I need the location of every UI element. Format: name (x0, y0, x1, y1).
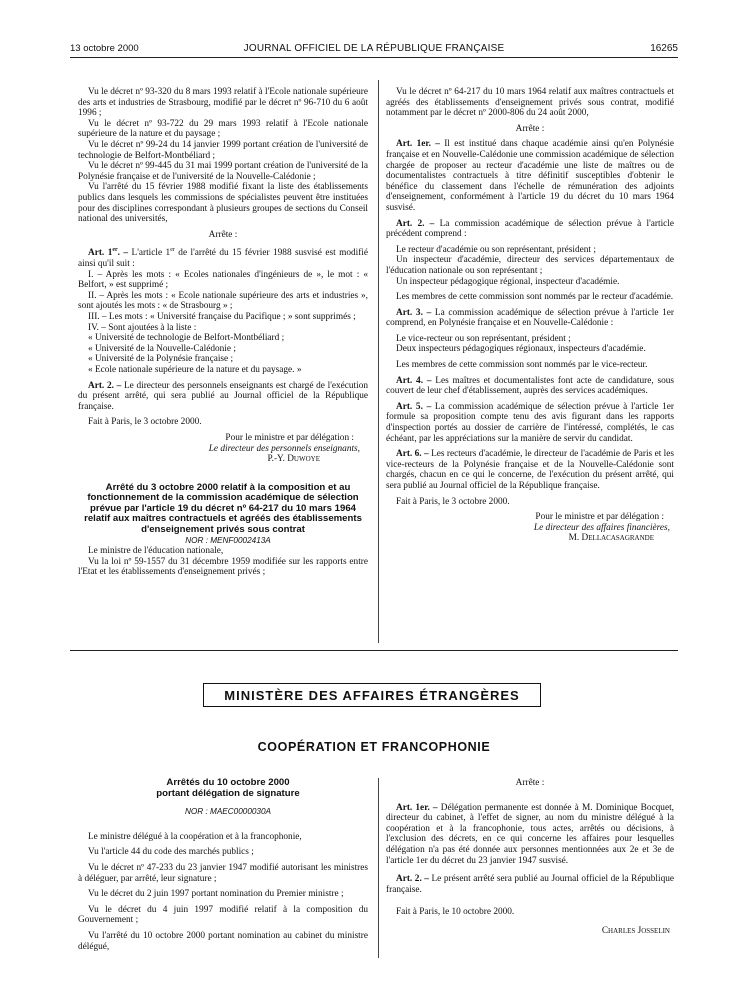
signature-role (386, 523, 674, 534)
lower-right-column (386, 778, 674, 937)
paragraph: III. – Les mots : « Université française du Pacifique ; » sont supprimés ; (88, 311, 356, 322)
paragraph: I. – Après les mots : « Ecoles nationales d'ingénieurs de », le mot : « Belfort, » est supprimé ; (78, 269, 368, 291)
article-label: Art. 1er. – (396, 802, 438, 813)
list-item: « Ecole nationale supérieure de la nature et du paysage. » (88, 364, 302, 375)
arrete-title: Arrêté du 3 octobre 2000 relatif à la composition et au fonctionnement de la commission académique de sélection prévue par l'article 19 du décret nº 64-217 du 10 mars 1964 relatif aux maîtres contractuels et agréés des établissements d'enseignement privés sous contrat (84, 481, 362, 536)
article-paragraph: Art. 2. – La commission académique de sélection prévue à l'article précédent comprend : (386, 218, 675, 240)
signature-name (386, 533, 674, 544)
signature-place-date: Fait à Paris, le 3 octobre 2000. (88, 417, 202, 428)
paragraph: Le recteur d'académie ou son représentant, président ; (396, 244, 596, 255)
arrete-title-line2: portant délégation de signature (156, 787, 300, 799)
signature-delegation: Pour le ministre et par délégation : (535, 512, 664, 523)
article-paragraph: Art. 5. – La commission académique de sélection prévue à l'article 1er formule sa proposition compte tenu des avis figurant dans les rapports d'inspection portés au dossier de carrière de l'intéressé, complétés, le cas échéant, par les appréciations sur la manière de servir du candidat. (386, 401, 674, 444)
article-paragraph: Art. 1er. – Il est institué dans chaque académie ainsi qu'en Polynésie française et en Nouvelle-Calédonie une commission académique de sélection chargée de proposer au recteur d'académie une liste de maîtres ou de documentalistes contractuels à titre définitif susceptibles d'obtenir le bénéfice du classement dans l'échelle de rémunération des adjoints d'enseignement, conformément à l'article 19 du décret du 10 mars 1964 susvisé. (386, 139, 674, 213)
section-title: COOPÉRATION ET FRANCOPHONIE (257, 740, 491, 754)
nor-reference (78, 536, 368, 547)
paragraph: Vu le décret nº 99-445 du 31 mai 1999 portant création de l'université de la Polynésie française et de l'université de la Nouvelle-Calédonie ; (78, 161, 368, 182)
paragraph: Les membres de cette commission sont nommés par le recteur d'académie. (396, 292, 674, 303)
header-page-number: 16265 (650, 43, 678, 54)
article-label: Art. 4. – (396, 375, 432, 386)
paragraph: II. – Après les mots : « Ecole nationale supérieure des arts et industries », sont ajoutés les mots : « de Strasbourg » ; (78, 290, 368, 312)
paragraph: Un inspecteur d'académie, directeur des services départementaux de l'éducation nationale ou son représentant ; (386, 255, 674, 276)
paragraph: Vu le décret nº 99-24 du 14 janvier 1999 portant création de l'université de technologie de Belfort-Montbéliard ; (78, 139, 368, 161)
signature-place-date: Fait à Paris, le 10 octobre 2000. (396, 907, 515, 918)
article-paragraph: Art. 3. – La commission académique de sélection prévue à l'article 1er comprend, en Polynésie française et en Nouvelle-Calédonie : (386, 307, 674, 329)
section-rule (70, 650, 678, 651)
article-paragraph: Art. 2. – Le présent arrêté sera publié au Journal officiel de la République française. (386, 874, 674, 895)
article-text: L'article 1er de l'arrêté du 15 février 1988 susvisé est modifié ainsi qu'il suit : (78, 247, 369, 269)
paragraph: Vu la loi nº 59-1557 du 31 décembre 1959 modifiée sur les rapports entre l'Etat et les établissements d'enseignement privés ; (78, 556, 368, 578)
signature-name-text: P.-Y. Duwoye (267, 454, 320, 465)
nor-text: NOR : MAEC0000030A (184, 807, 271, 817)
signature-role-text: Le directeur des affaires financières, (533, 522, 670, 533)
header-rule (70, 57, 678, 58)
paragraph: IV. – Sont ajoutées à la liste : (88, 322, 197, 333)
column-divider (378, 778, 379, 958)
paragraph: Le ministre délégué à la coopération et à la francophonie, (88, 831, 302, 842)
paragraph: Le ministre de l'éducation nationale, (88, 546, 224, 557)
article-label: Art. 2. – (396, 874, 429, 885)
signature-name-text: Charles Josselin (601, 925, 670, 936)
paragraph: Vu le décret nº 47-233 du 23 janvier 1947 modifié autorisant les ministres à déléguer, par arrêté, leur signature ; (78, 862, 368, 884)
arrete-heading: Arrête : (208, 229, 238, 240)
article-label: Art. 5. – (396, 401, 432, 412)
upper-right-column (386, 87, 674, 544)
signature-role-text: Le directeur des personnels enseignants, (208, 443, 360, 454)
page-header (70, 43, 678, 57)
article-paragraph: Art. 4. – Les maîtres et documentalistes font acte de candidature, sous couvert de leur chef d'établissement, auprès des services académiques. (386, 375, 674, 397)
upper-left-column (78, 87, 368, 578)
article-label: Art. 6. – (396, 449, 429, 460)
arrete-heading: Arrête : (515, 778, 545, 788)
nor-reference (78, 807, 368, 818)
header-date: 13 octobre 2000 (70, 43, 139, 54)
paragraph: Un inspecteur pédagogique régional, inspecteur d'académie. (396, 276, 620, 287)
signature-name (78, 454, 368, 465)
signature-name-text: M. Dellacasagrande (568, 533, 654, 544)
column-divider (378, 80, 379, 643)
ministry-title: MINISTÈRE DES AFFAIRES ÉTRANGÈRES (224, 687, 520, 703)
signature-place-date: Fait à Paris, le 3 octobre 2000. (396, 496, 510, 507)
article-label: Art. 2. – (88, 380, 122, 391)
paragraph: Vu le décret du 2 juin 1997 portant nomination du Premier ministre ; (88, 889, 344, 900)
article-label: Art. 1er. – (396, 139, 440, 150)
paragraph: Vu le décret nº 93-722 du 29 mars 1993 relatif à l'Ecole nationale supérieure de la nature et du paysage ; (78, 118, 368, 140)
paragraph: Vu le décret nº 93-320 du 8 mars 1993 relatif à l'Ecole nationale supérieure des arts et industries de Strasbourg, modifié par le décret nº 96-710 du 6 août 1996 ; (78, 87, 368, 119)
article-label: Art. 3. – (396, 307, 432, 318)
paragraph: Vu l'article 44 du code des marchés publics ; (88, 847, 254, 858)
article-paragraph: Art. 2. – Le directeur des personnels enseignants est chargé de l'exécution du présent arrêté, qui sera publié au Journal officiel de la République française. (78, 380, 369, 412)
article-paragraph (78, 245, 368, 269)
paragraph: Vu le décret du 4 juin 1997 modifié relatif à la composition du Gouvernement ; (78, 904, 368, 926)
article-paragraph: Art. 1er. – Délégation permanente est donnée à M. Dominique Bocquet, directeur du cabinet, à l'effet de signer, au nom du ministre délégué à la coopération et à la francophonie, tous actes, arrêtés ou décisions, à l'exclusion des décrets, en ce qui concerne les affaires pour lesquelles délégation n'a pas été donnée aux personnes mentionnées aux 2e et 3e de l'article 1er du décret du 23 janvier 1947 susvisé. (386, 802, 674, 866)
list-item: « Université de technologie de Belfort-Montbéliard ; (88, 333, 285, 344)
paragraph: Vu l'arrêté du 15 février 1988 modifié fixant la liste des établissements publics dans lesquels les commissions de spécialistes peuvent être instituées pour des disciplines correspondant à plusieurs groupes de sections du Conseil national des universités, (78, 182, 368, 225)
header-title: JOURNAL OFFICIEL DE LA RÉPUBLIQUE FRANÇAISE (243, 43, 505, 54)
paragraph: Vu le décret nº 64-217 du 10 mars 1964 relatif aux maîtres contractuels et agréés des établissements d'enseignement privés sous contrat, modifié notamment par le décret nº 2000-806 du 24 août 2000, (386, 87, 674, 119)
paragraph: Le vice-recteur ou son représentant, président ; (396, 333, 571, 344)
arrete-heading: Arrête : (515, 123, 545, 134)
nor-text: NOR : MENF0002413A (185, 535, 271, 545)
list-item: « Université de la Polynésie française ; (88, 354, 234, 365)
list-item: « Université de la Nouvelle-Calédonie ; (88, 343, 236, 354)
paragraph: Deux inspecteurs pédagogiques régionaux, inspecteurs d'académie. (396, 344, 646, 355)
signature-role (78, 444, 368, 455)
signature-name (386, 926, 674, 937)
article-paragraph: Art. 6. – Les recteurs d'académie, le directeur de l'académie de Paris et les vice-recteurs de la Polynésie française et de la Nouvelle-Calédonie sont chargés, chacun en ce qui le concerne, de l'exécution du présent arrêté, qui sera publié au Journal officiel de la République française. (386, 449, 675, 491)
ministry-box (203, 683, 541, 707)
paragraph: Vu l'arrêté du 10 octobre 2000 portant nomination au cabinet du ministre délégué, (78, 930, 368, 952)
article-label: Art. 1er. – (88, 247, 129, 259)
signature-delegation: Pour le ministre et par délégation : (225, 432, 354, 443)
arrete-title-line1: Arrêtés du 10 octobre 2000 (166, 777, 290, 788)
paragraph: Les membres de cette commission sont nommés par le vice-recteur. (396, 360, 648, 371)
lower-left-column (78, 778, 368, 952)
article-label: Art. 2. – (396, 218, 435, 229)
